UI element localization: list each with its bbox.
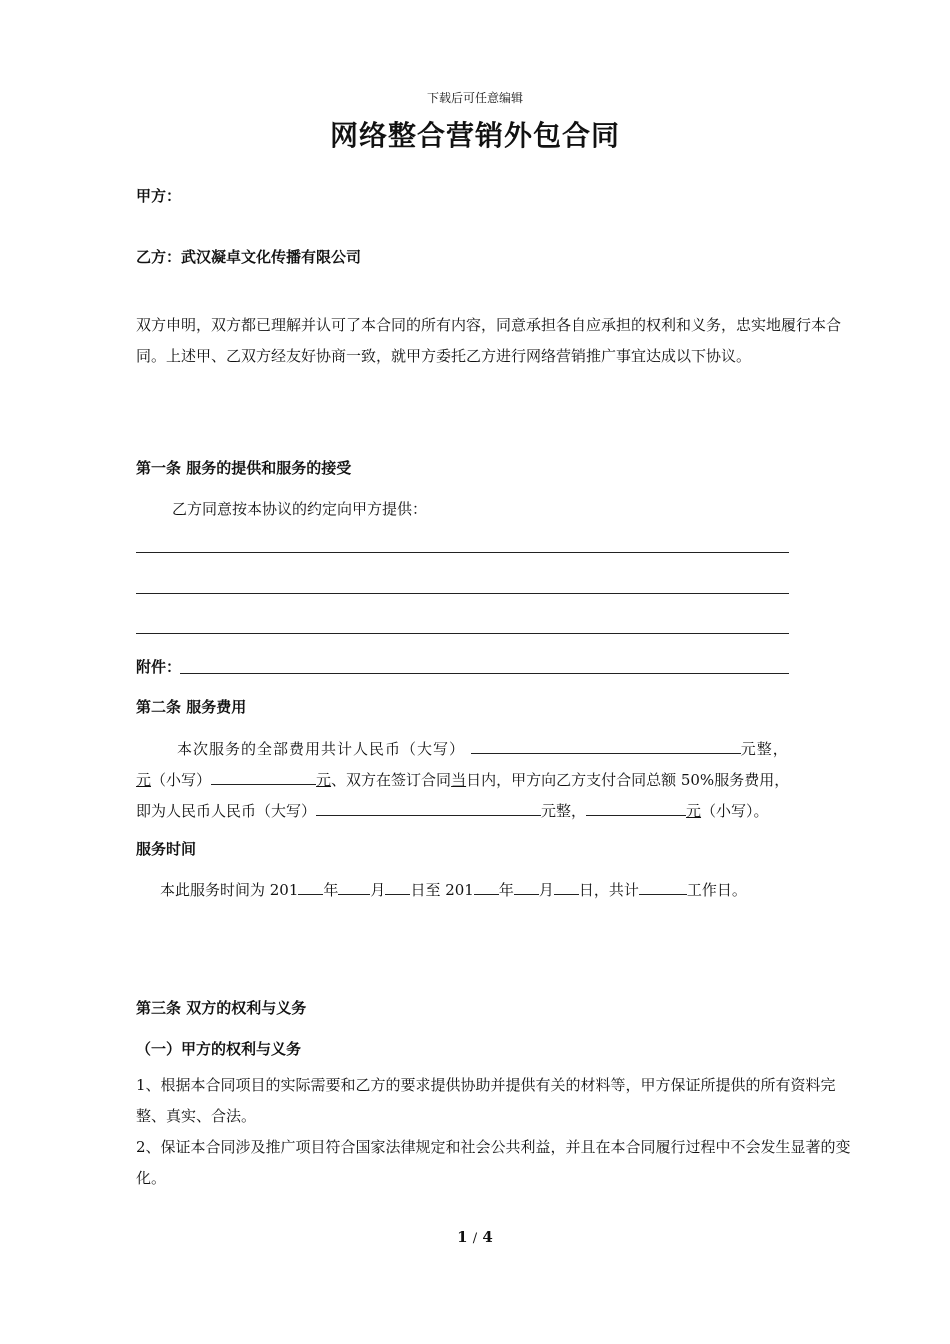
start-year-blank <box>298 877 323 895</box>
fee-total-label: 本次服务的全部费用共计人民币（大写） <box>177 740 466 758</box>
fee-deposit-blank <box>316 798 541 816</box>
fee-deposit-small-label: （小写）。 <box>701 802 769 820</box>
fee-dang: 当 <box>451 771 467 789</box>
fee-yuan-2: 元 <box>316 771 332 789</box>
fee-deposit-label: 即为人民币人民币（大写） <box>136 802 317 820</box>
page-separator: / <box>472 1231 478 1246</box>
article3-heading: 第三条 双方的权利与义务 <box>136 999 307 1017</box>
article1-body: 乙方同意按本协议的约定向甲方提供： <box>172 500 428 518</box>
fee-total-unit: 元整， <box>740 740 789 758</box>
start-month-label: 月 <box>370 881 386 899</box>
total-label: 日，共计 <box>578 881 639 899</box>
fee-payment-text: 日内，甲方向乙方支付合同总额 50%服务费用， <box>466 771 790 789</box>
workdays-label: 工作日。 <box>686 881 747 899</box>
fee-line-1 <box>177 736 789 759</box>
end-month-blank <box>514 877 539 895</box>
party-a-label: 甲方： <box>136 187 182 205</box>
attachment-line <box>180 673 789 674</box>
page-current: 1 <box>457 1228 468 1246</box>
fee-line-3 <box>136 798 769 821</box>
fee-small-blank <box>211 767 316 785</box>
total-days-blank <box>639 877 687 895</box>
article2-heading: 第二条 服务费用 <box>136 698 247 716</box>
page-number <box>0 1228 950 1246</box>
start-year-label: 年 <box>323 881 339 899</box>
end-year-prefix: 日至 201 <box>410 881 474 899</box>
blank-line-1 <box>136 552 789 553</box>
end-year-label: 年 <box>498 881 514 899</box>
start-day-blank <box>385 877 410 895</box>
start-month-blank <box>338 877 370 895</box>
fee-line-2 <box>136 767 789 790</box>
end-day-blank <box>554 877 579 895</box>
blank-line-2 <box>136 593 789 594</box>
service-time-heading: 服务时间 <box>136 840 197 858</box>
document-title: 网络整合营销外包合同 <box>329 119 620 152</box>
article1-heading: 第一条 服务的提供和服务的接受 <box>136 459 352 477</box>
fee-small-label: （小写） <box>151 771 212 789</box>
article3-item2: 2、保证本合同涉及推广项目符合国家法律规定和社会公共利益，并且在本合同履行过程中不会发生显著的变化。 <box>136 1138 851 1187</box>
fee-deposit-small-blank <box>586 798 686 816</box>
end-year-blank <box>474 877 499 895</box>
fee-deposit-unit: 元整， <box>541 802 587 820</box>
attachment-label: 附件： <box>136 658 182 676</box>
fee-total-blank <box>471 736 741 754</box>
fee-yuan-3: 元 <box>686 802 702 820</box>
end-month-label: 月 <box>538 881 554 899</box>
start-year-prefix: 本此服务时间为 201 <box>160 881 299 899</box>
fee-yuan-1: 元 <box>136 771 152 789</box>
article3-item1: 1、根据本合同项目的实际需要和乙方的要求提供协助并提供有关的材料等，甲方保证所提供的所有资料完整、真实、合法。 <box>136 1076 836 1125</box>
service-time-line <box>160 877 747 900</box>
header-note: 下载后可任意编辑 <box>426 91 523 105</box>
intro-paragraph: 双方申明，双方都已理解并认可了本合同的所有内容，同意承担各自应承担的权利和义务，忠实地履行本合同。上述甲、乙双方经友好协商一致，就甲方委托乙方进行网络营销推广事宜达成以下协议。 <box>136 316 842 365</box>
page-total: 4 <box>482 1228 493 1246</box>
article3-sub1: （一）甲方的权利与义务 <box>136 1040 302 1058</box>
blank-line-3 <box>136 633 789 634</box>
party-b-label: 乙方：武汉凝卓文化传播有限公司 <box>136 248 362 266</box>
fee-sign-text: 、双方在签订合同 <box>331 771 452 789</box>
